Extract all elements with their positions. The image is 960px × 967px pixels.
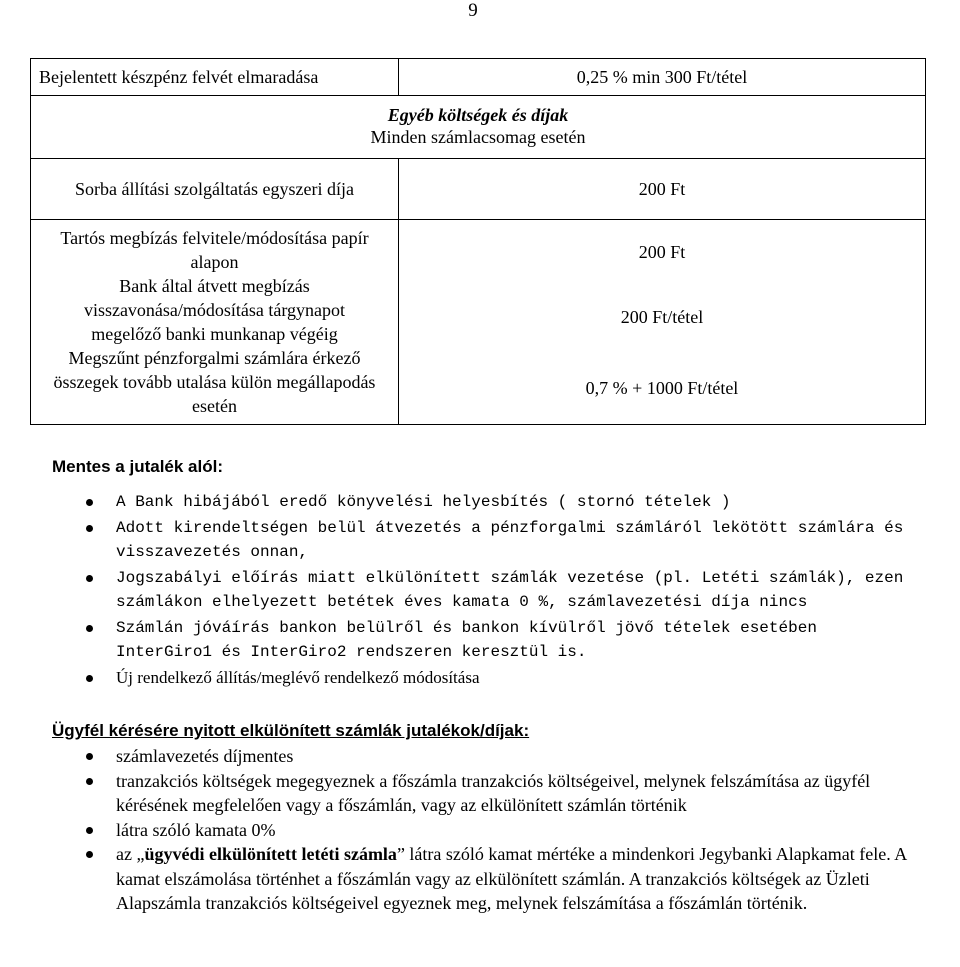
fee-label-line: Bank által átvett megbízás <box>119 276 310 296</box>
fee-label-line: esetén <box>192 396 237 416</box>
list-item <box>0 616 910 664</box>
fee-value: 200 Ft <box>399 159 926 220</box>
list-item-emphasis: ügyvédi elkülönített letéti számla <box>144 844 397 864</box>
fee-value: 0,25 % min 300 Ft/tétel <box>399 59 926 96</box>
list-item <box>0 490 910 514</box>
table-row <box>31 220 926 425</box>
section-header <box>31 96 926 159</box>
section-header-row <box>31 96 926 159</box>
list-item-text: Adott kirendeltségen belül átvezetés a pénzforgalmi számláról lekötött számlára és visszavezetés onnan, <box>116 519 904 561</box>
list-item-prefix: az „ <box>116 844 145 864</box>
bullet-icon <box>86 778 93 785</box>
list-item <box>0 842 910 916</box>
fee-label-group <box>31 220 399 425</box>
table-row <box>31 159 926 220</box>
list-item <box>0 516 910 564</box>
table-row <box>31 59 926 96</box>
list-item-text: Számlán jóváírás bankon belülről és bankon kívülről jövő tételek esetében InterGiro1 és InterGiro2 rendszeren keresztül is. <box>116 619 817 661</box>
list-item <box>0 769 910 818</box>
bullet-icon <box>86 827 93 834</box>
bullet-icon <box>86 575 93 582</box>
list-item <box>0 818 910 843</box>
fee-label-line: alapon <box>190 252 239 272</box>
list-item-text: Új rendelkező állítás/meglévő rendelkező módosítása <box>116 668 480 687</box>
list-item-suffix: ” látra szóló kamat mértéke a mindenkori Jegybanki Alapkamat fele. A kamat elszámolása történhet a főszámlán vagy az elkülönített számlán. A tranzakciós költségek az Üzleti Alapszámla tranzakciós költségeivel egyeznek meg, melynek felszámítása a főszámlán történik. <box>116 844 907 913</box>
bullet-icon <box>86 675 93 682</box>
list-item-text: számlavezetés díjmentes <box>116 746 294 766</box>
list-item-text: tranzakciós költségek megegyeznek a főszámla tranzakciós költségeivel, melynek felszámítása az ügyfél kérésének megfelelően vagy a főszámlán, vagy az elkülönített számlán történik <box>116 770 871 815</box>
bullet-icon <box>86 753 93 760</box>
page-number: 9 <box>468 0 478 21</box>
fee-label-line: összegek tovább utalása külön megállapodás <box>53 372 376 392</box>
fee-value: 200 Ft <box>638 242 686 262</box>
bullet-icon <box>86 499 93 506</box>
section-subtitle: Minden számlacsomag esetén <box>370 127 586 147</box>
bullet-icon <box>86 525 93 532</box>
list-item <box>0 666 910 691</box>
fee-label-line: Megszűnt pénzforgalmi számlára érkező <box>68 348 361 368</box>
list-item-text: A Bank hibájából eredő könyvelési helyesbítés ( stornó tételek ) <box>116 493 731 511</box>
list-item-text: Jogszabályi előírás miatt elkülönített számlák vezetése (pl. Letéti számlák), ezen számlákon elhelyezett betétek éves kamata 0 %, számlavezetési díja nincs <box>116 569 904 611</box>
bullet-icon <box>86 625 93 632</box>
fee-label-line: megelőző banki munkanap végéig <box>91 324 338 344</box>
list-item-text: látra szóló kamata 0% <box>116 819 276 840</box>
client-accounts-list <box>0 744 910 916</box>
fee-value: 200 Ft/tétel <box>620 307 704 327</box>
list-item <box>0 566 910 614</box>
fee-label: Sorba állítási szolgáltatás egyszeri díja <box>31 159 399 220</box>
fees-table <box>30 58 926 425</box>
client-accounts-heading: Ügyfél kérésére nyitott elkülönített számlák jutalékok/díjak: <box>52 721 530 740</box>
fee-label-line: visszavonása/módosítása tárgynapot <box>83 300 346 320</box>
section-title: Egyéb költségek és díjak <box>387 105 569 125</box>
fee-value: 0,7 % + 1000 Ft/tétel <box>585 378 739 398</box>
fee-label-line: Tartós megbízás felvitele/módosítása papír <box>60 228 369 248</box>
fee-label: Bejelentett készpénz felvét elmaradása <box>31 59 399 96</box>
list-item <box>0 744 910 769</box>
bullet-icon <box>86 851 93 858</box>
fee-value-group <box>399 220 926 425</box>
exemption-heading: Mentes a jutalék alól: <box>52 457 223 476</box>
exemption-list <box>0 490 910 691</box>
